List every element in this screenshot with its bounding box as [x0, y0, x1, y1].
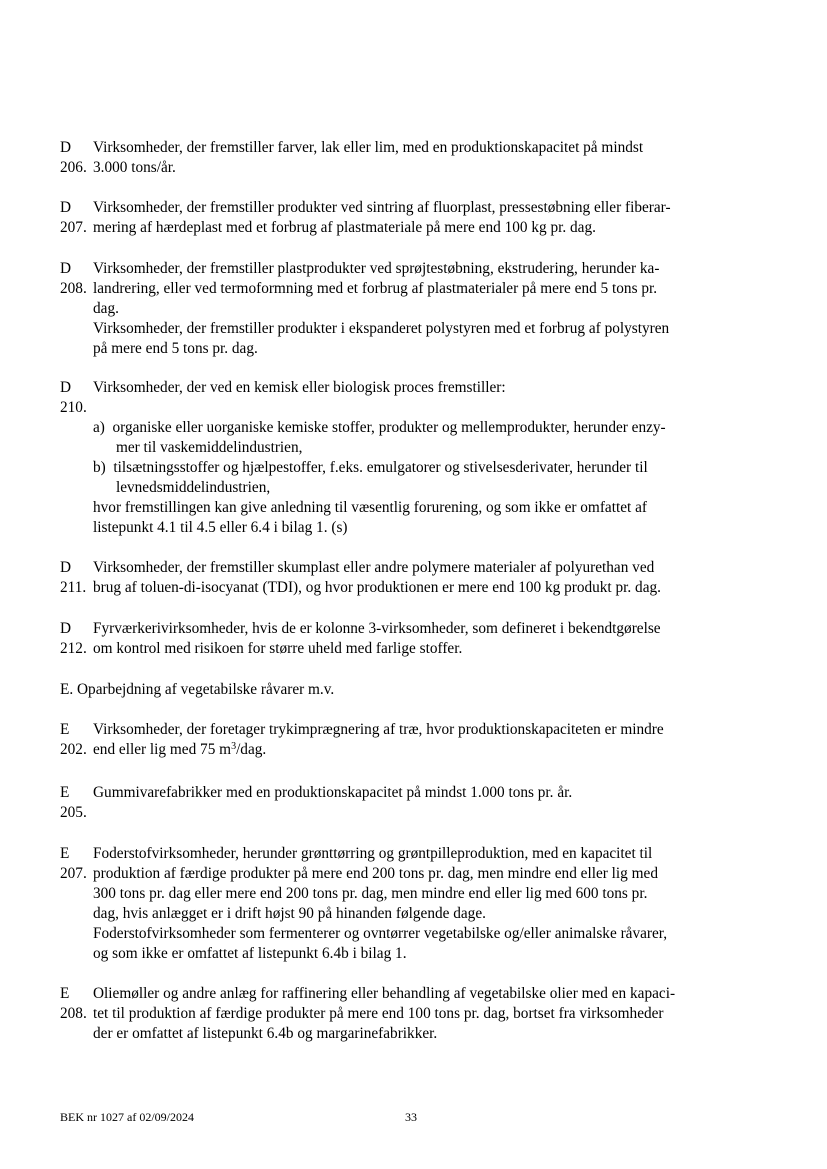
entry-text: Gummivarefabrikker med en produktionskapacitet på mindst 1.000 tons pr. år.: [93, 784, 573, 801]
entry-text: Virksomheder, der fremstiller plastprodukter ved sprøjtestøbning, ekstrudering, herunder ka- landrering, eller ved termoformning med et forbrug af plastmaterialer på mere end 5 tons pr. dag. Virksomheder, der fremstiller produkter i ekspanderet polystyren med et forbrug af polystyren på mere end 5 tons pr. dag.: [93, 260, 670, 357]
entry-code: E 205.: [60, 784, 87, 821]
entry-code: E 207.: [60, 845, 87, 882]
entry-text: Virksomheder, der fremstiller skumplast eller andre polymere materialer af polyurethan ved brug af toluen-di-isocyanat (TDI), og hvor produktionen er mere end 100 kg produkt pr. dag.: [93, 559, 661, 596]
entry-text-line: Virksomheder, der foretager trykimprægnering af træ, hvor produktionskapaciteten er mindre: [93, 721, 664, 738]
entry-text: [93, 720, 738, 760]
entry-text-line: /dag.: [236, 741, 267, 758]
entry-code: D 211.: [60, 559, 87, 596]
entry-text: Foderstofvirksomheder, herunder grønttørring og grøntpilleproduktion, med en kapacitet til produktion af færdige produkter på mere end 200 tons pr. dag, men mindre end eller lig med 300 tons pr. dag eller mere end 200 tons pr. dag, men mindre end eller lig med 600 tons pr. dag, hvis anlægget er i drift højst 90 på hinanden følgende dage. Foderstofvirksomheder som fermenterer og ovntørrer vegetabilske og/eller animalske råvarer, og som ikke er omfattet af listepunkt 6.4b i bilag 1.: [93, 845, 668, 962]
section-heading: E. Oparbejdning af vegetabilske råvarer m.v.: [60, 681, 335, 698]
entry-text-line: end eller lig med 75 m: [93, 741, 232, 758]
entry-text: Oliemøller og andre anlæg for raffinering eller behandling af vegetabilske olier med en kapaci- tet til produktion af færdige produkter på mere end 100 tons pr. dag, bortset fra virksomheder der er omfattet af listepunkt 6.4b og margarinefabrikker.: [93, 985, 676, 1042]
entry-code: E 202.: [60, 721, 87, 758]
entry-code: D 207.: [60, 199, 87, 236]
footer-page-number: 33: [405, 1110, 417, 1124]
entry-text: Fyrværkerivirksomheder, hvis de er kolonne 3-virksomheder, som defineret i bekendtgørelse om kontrol med risikoen for større uheld med farlige stoffer.: [93, 620, 661, 657]
footer-doc-ref: BEK nr 1027 af 02/09/2024: [60, 1110, 194, 1124]
entry-code: D 210.: [60, 379, 87, 416]
superscript: 3: [231, 741, 237, 752]
entry-code: D 206.: [60, 139, 87, 176]
entry-code: E 208.: [60, 985, 87, 1022]
entry-text: Virksomheder, der fremstiller produkter ved sintring af fluorplast, pressestøbning eller fiberar- mering af hærdeplast med et forbrug af plastmateriale på mere end 100 kg pr. dag.: [93, 199, 671, 236]
entry-text: Virksomheder, der fremstiller farver, lak eller lim, med en produktionskapacitet på mindst 3.000 tons/år.: [93, 139, 644, 176]
entry-text: Virksomheder, der ved en kemisk eller biologisk proces fremstiller: a) organiske eller uorganiske kemiske stoffer, produkter og mellemprodukter, herunder enzy- mer til vaskemiddelindustrien, b) tilsætningsstoffer og hjælpestoffer, f.eks. emulgatorer og stivelsesderivater, herunder til levnedsmiddelindustrien, hvor fremstillingen kan give anledning til væsentlig forurening, og som ikke er omfattet af listepunkt 4.1 til 4.5 eller 6.4 i bilag 1. (s): [93, 379, 666, 536]
entry-code: D 212.: [60, 620, 87, 657]
entry-code: D 208.: [60, 260, 87, 297]
